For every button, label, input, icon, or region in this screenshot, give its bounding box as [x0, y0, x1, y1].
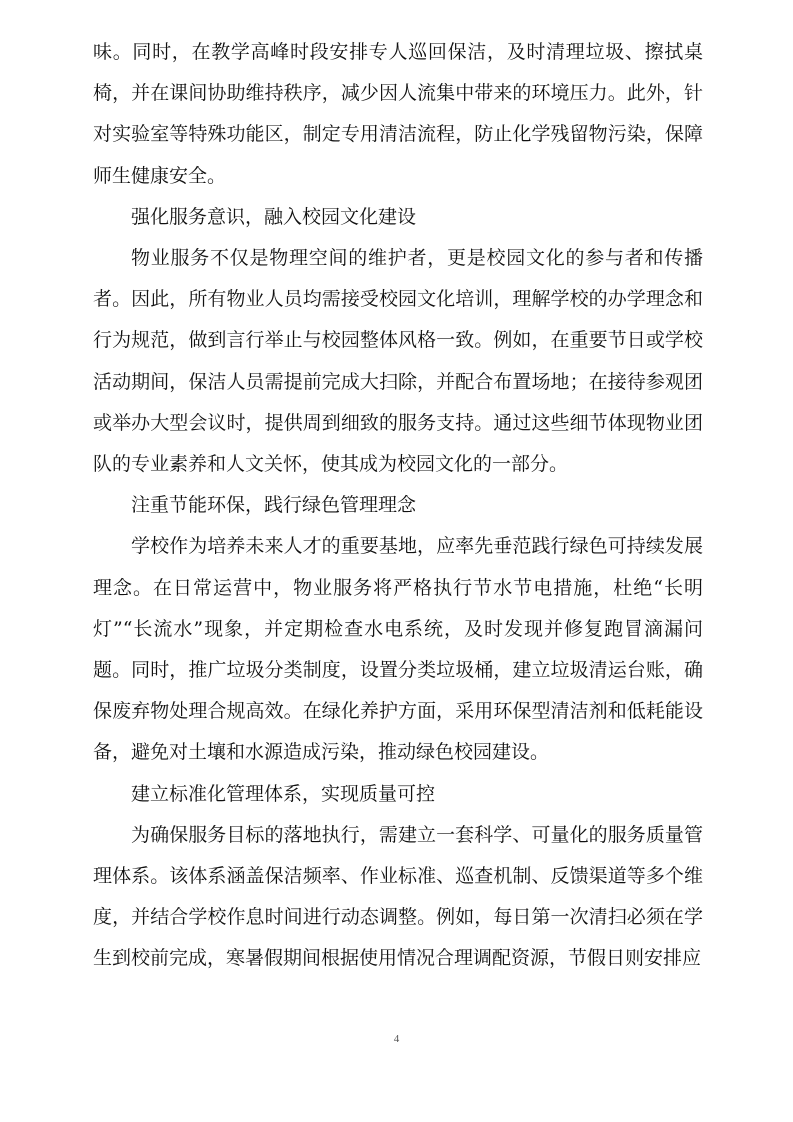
- paragraph-body-green-management: 学校作为培养未来人才的重要基地，应率先垂范践行绿色可持续发展理念。在日常运营中，物业服务将严格执行节水节电措施，杜绝“长明灯”“长流水”现象，并定期检查水电系统，及时发现并修复跑冒滴漏问题。同时，推广垃圾分类制度，设置分类垃圾桶，建立垃圾清运台账，确保废弃物处理合规高效。在绿化养护方面，采用环保型清洁剂和低耗能设备，避免对土壤和水源造成污染，推动绿色校园建设。: [93, 535, 703, 764]
- section-heading-green-management: 注重节能环保，践行绿色管理理念: [131, 494, 417, 517]
- section-heading-standardized-system: 建立标准化管理体系，实现质量可控: [131, 782, 436, 805]
- document-page: [93, 32, 703, 980]
- section-heading-service-culture: 强化服务意识，融入校园文化建设: [131, 205, 417, 228]
- paragraph-body-service-culture: 物业服务不仅是物理空间的维护者，更是校园文化的参与者和传播者。因此，所有物业人员均需接受校园文化培训，理解学校的办学理念和行为规范，做到言行举止与校园整体风格一致。例如，在重要节日或学校活动期间，保洁人员需提前完成大扫除，并配合布置场地；在接待参观团或举办大型会议时，提供周到细致的服务支持。通过这些细节体现物业团队的专业素养和人文关怀，使其成为校园文化的一部分。: [93, 247, 703, 476]
- paragraph-body-continuation: 味。同时，在教学高峰时段安排专人巡回保洁，及时清理垃圾、擦拭桌椅，并在课间协助维持秩序，减少因人流集中带来的环境压力。此外，针对实验室等特殊功能区，制定专用清洁流程，防止化学残留物污染，保障师生健康安全。: [93, 41, 703, 187]
- paragraph-body-standardized-system: 为确保服务目标的落地执行，需建立一套科学、可量化的服务质量管理体系。该体系涵盖保洁频率、作业标准、巡查机制、反馈渠道等多个维度，并结合学校作息时间进行动态调整。例如，每日第一次清扫必须在学生到校前完成，寒暑假期间根据使用情况合理调配资源，节假日则安排应: [93, 823, 703, 970]
- page-number: 4: [393, 1033, 400, 1045]
